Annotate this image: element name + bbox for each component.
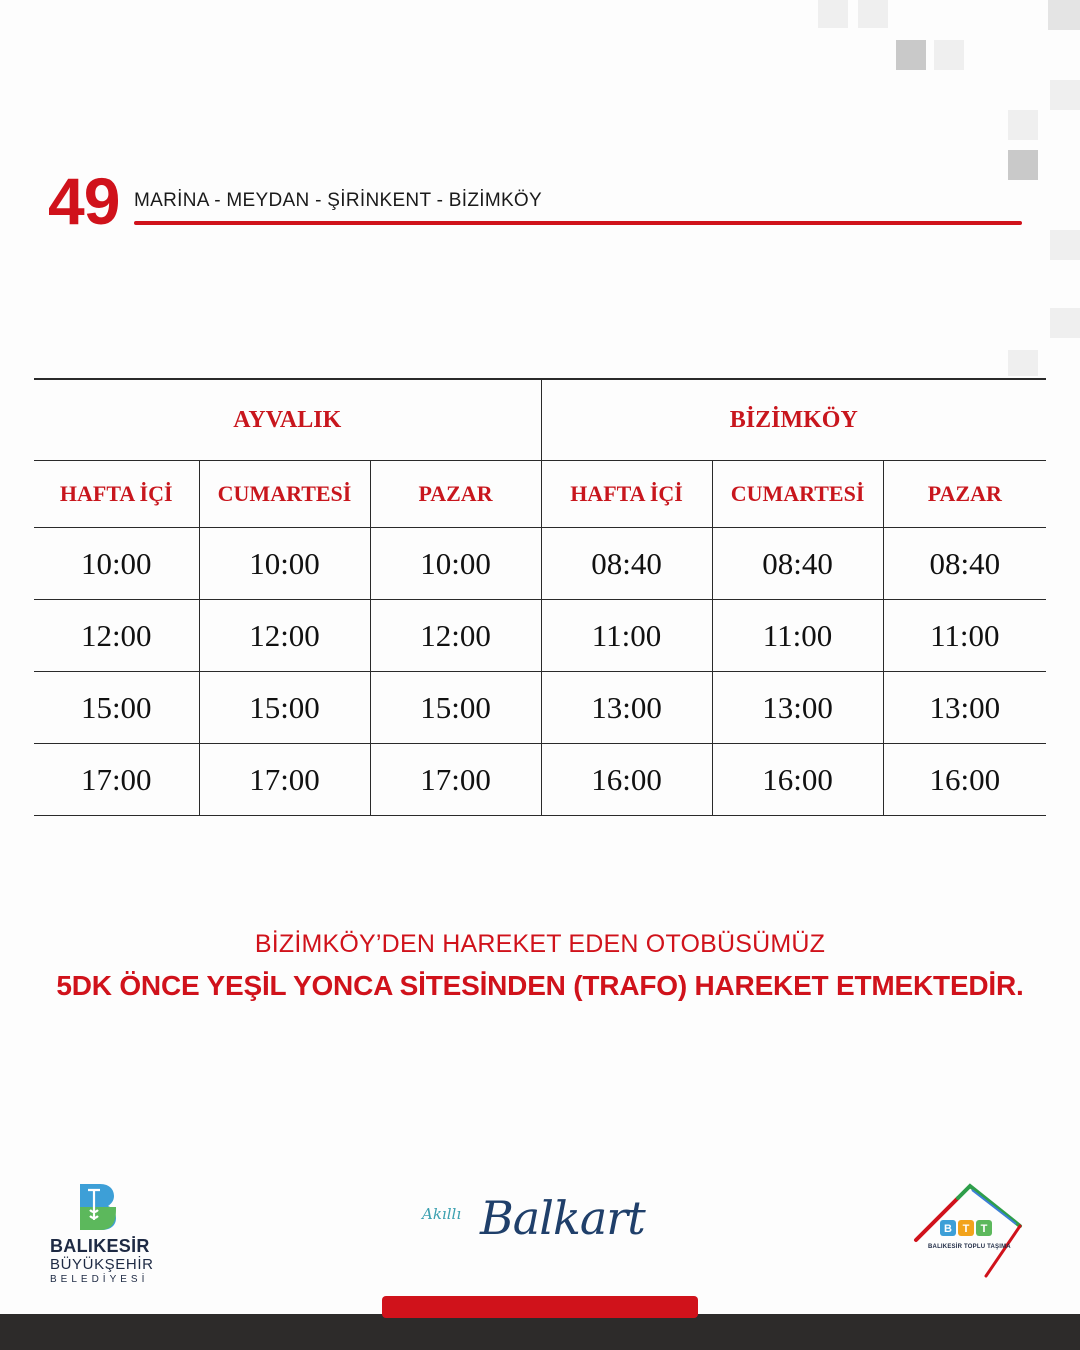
day-header: CUMARTESİ [712, 461, 883, 528]
time-cell: 13:00 [712, 672, 883, 744]
table-row [34, 744, 1046, 816]
decor-square [858, 0, 888, 28]
time-cell: 12:00 [199, 600, 370, 672]
municipality-line-2: BÜYÜKŞEHİR [50, 1256, 154, 1273]
route-name: MARİNA - MEYDAN - ŞİRİNKENT - BİZİMKÖY [134, 190, 542, 211]
time-cell: 13:00 [541, 672, 712, 744]
time-cell: 17:00 [199, 744, 370, 816]
time-cell: 17:00 [370, 744, 541, 816]
time-cell: 16:00 [712, 744, 883, 816]
route-underline [134, 221, 1022, 225]
balkart-big-text: Balkart [480, 1191, 645, 1245]
time-cell: 08:40 [883, 528, 1046, 600]
time-cell: 17:00 [34, 744, 199, 816]
time-cell: 12:00 [34, 600, 199, 672]
time-cell: 11:00 [883, 600, 1046, 672]
time-cell: 15:00 [199, 672, 370, 744]
btt-caption: BALIKESİR TOPLU TAŞIMA [928, 1244, 1011, 1250]
decor-square [1050, 308, 1080, 338]
bottom-red-tab [382, 1296, 698, 1318]
time-cell: 16:00 [541, 744, 712, 816]
decor-square [1050, 80, 1080, 110]
decor-square [1008, 350, 1038, 376]
municipality-line-3: BELEDİYESİ [50, 1274, 149, 1285]
time-cell: 08:40 [541, 528, 712, 600]
time-cell: 10:00 [199, 528, 370, 600]
balkart-small-text: Akıllı [422, 1205, 462, 1223]
municipality-b-icon [76, 1180, 120, 1234]
btt-roof-icon [910, 1180, 1030, 1280]
time-cell: 12:00 [370, 600, 541, 672]
decor-square [1048, 0, 1080, 30]
day-header-row [34, 461, 1046, 528]
notice-line-2: 5DK ÖNCE YEŞİL YONCA SİTESİNDEN (TRAFO) HAREKET ETMEKTEDİR. [56, 970, 1024, 1001]
schedule-table [34, 378, 1046, 816]
day-header: PAZAR [883, 461, 1046, 528]
decor-square [1050, 230, 1080, 260]
time-cell: 08:40 [712, 528, 883, 600]
municipality-line-1: BALIKESİR [50, 1236, 150, 1256]
decor-square [1008, 150, 1038, 180]
notice-line-1: BİZİMKÖY’DEN HAREKET EDEN OTOBÜSÜMÜZ [254, 930, 826, 958]
btt-logo [910, 1180, 1030, 1280]
time-cell: 11:00 [541, 600, 712, 672]
group-header-ayvalik: AYVALIK [34, 379, 541, 461]
day-header: HAFTA İÇİ [541, 461, 712, 528]
table-row [34, 600, 1046, 672]
group-header-row [34, 379, 1046, 461]
balkart-logo [420, 1191, 670, 1265]
time-cell: 10:00 [34, 528, 199, 600]
day-header: CUMARTESİ [199, 461, 370, 528]
time-cell: 13:00 [883, 672, 1046, 744]
table-row [34, 672, 1046, 744]
time-cell: 16:00 [883, 744, 1046, 816]
group-header-bizimkoy: BİZİMKÖY [541, 379, 1046, 461]
time-cell: 15:00 [370, 672, 541, 744]
time-cell: 11:00 [712, 600, 883, 672]
decor-square [818, 0, 848, 28]
btt-letter: T [962, 1223, 970, 1235]
time-cell: 10:00 [370, 528, 541, 600]
route-number: 49 [48, 164, 120, 238]
decor-square [896, 40, 926, 70]
table-row [34, 528, 1046, 600]
time-cell: 15:00 [34, 672, 199, 744]
bottom-bar [0, 1314, 1080, 1350]
decor-square [934, 40, 964, 70]
day-header: HAFTA İÇİ [34, 461, 199, 528]
btt-letter: B [944, 1223, 952, 1235]
btt-letter: T [980, 1223, 988, 1235]
day-header: PAZAR [370, 461, 541, 528]
decor-square [1008, 110, 1038, 140]
